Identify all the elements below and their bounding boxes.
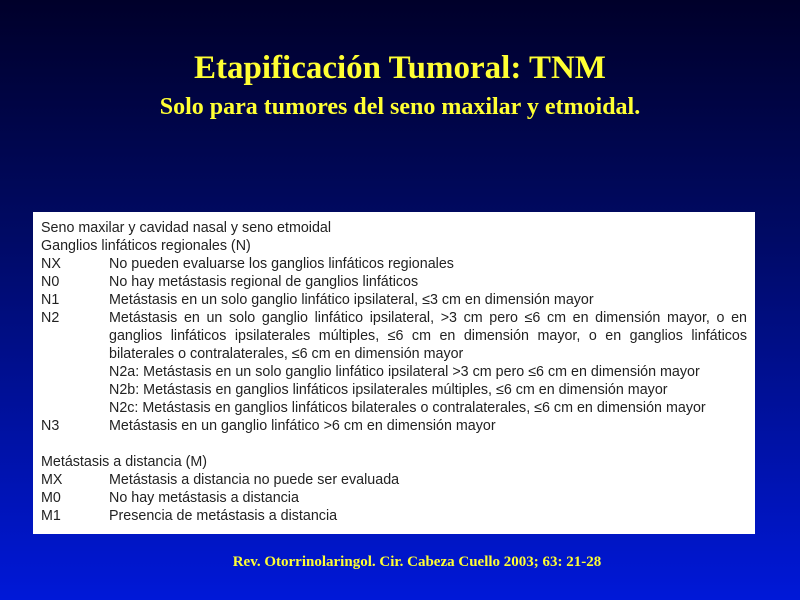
slide-subtitle: Solo para tumores del seno maxilar y etmoidal. <box>159 94 641 120</box>
row-description: Metástasis a distancia no puede ser evaluada <box>109 472 400 488</box>
table-row-n1 <box>41 291 747 309</box>
table-row-m0 <box>41 489 747 507</box>
row-description: Metástasis en un solo ganglio linfático ipsilateral, ≤3 cm en dimensión mayor <box>109 292 594 308</box>
row-description: Presencia de metástasis a distancia <box>109 508 338 524</box>
row-code: M1 <box>41 508 61 524</box>
slide-title: Etapificación Tumoral: TNM <box>194 50 606 86</box>
row-code: NX <box>41 256 61 272</box>
section-divider <box>41 435 747 453</box>
row-code: M0 <box>41 490 61 506</box>
table-row-n3 <box>41 417 747 435</box>
table-row-m1 <box>41 507 747 525</box>
row-code: N3 <box>41 418 60 434</box>
row-description-line: bilaterales o contralaterales, ≤6 cm en dimensión mayor <box>109 346 464 362</box>
row-description-group <box>109 309 747 417</box>
row-code: N1 <box>41 292 60 308</box>
section-title-n: Ganglios linfáticos regionales (N) <box>41 238 251 254</box>
row-description: No hay metástasis regional de ganglios linfáticos <box>109 274 419 290</box>
row-code: MX <box>41 472 63 488</box>
table-row-n0 <box>41 273 747 291</box>
row-code: N2 <box>41 310 60 326</box>
subrow-n2c: N2c: Metástasis en ganglios linfáticos bilaterales o contralaterales, ≤6 cm en dimensión mayor <box>109 400 706 416</box>
tnm-table-panel <box>33 212 755 534</box>
row-description: No hay metástasis a distancia <box>109 490 299 506</box>
table-row-mx <box>41 471 747 489</box>
row-description-line: Metástasis en un solo ganglio linfático ipsilateral, >3 cm pero ≤6 cm en dimensión mayor, o en <box>109 310 747 326</box>
subrow-n2a: N2a: Metástasis en un solo ganglio linfático ipsilateral >3 cm pero ≤6 cm en dimensión mayor <box>109 364 700 380</box>
row-description: Metástasis en un ganglio linfático >6 cm en dimensión mayor <box>109 418 496 434</box>
row-code: N0 <box>41 274 60 290</box>
section-title-m: Metástasis a distancia (M) <box>41 454 208 470</box>
table-heading: Seno maxilar y cavidad nasal y seno etmoidal <box>41 220 332 236</box>
citation-reference: Rev. Otorrinolaringol. Cir. Cabeza Cuello 2003; 63: 21-28 <box>232 554 602 570</box>
row-description: No pueden evaluarse los ganglios linfáticos regionales <box>109 256 454 272</box>
row-description-line: ganglios linfáticos ipsilaterales múltiples, ≤6 cm en dimensión mayor, o en ganglios linfáticos <box>109 328 747 344</box>
table-row-n2 <box>41 309 747 417</box>
table-row-nx <box>41 255 747 273</box>
subrow-n2b: N2b: Metástasis en ganglios linfáticos ipsilaterales múltiples, ≤6 cm en dimensión mayor <box>109 382 668 398</box>
